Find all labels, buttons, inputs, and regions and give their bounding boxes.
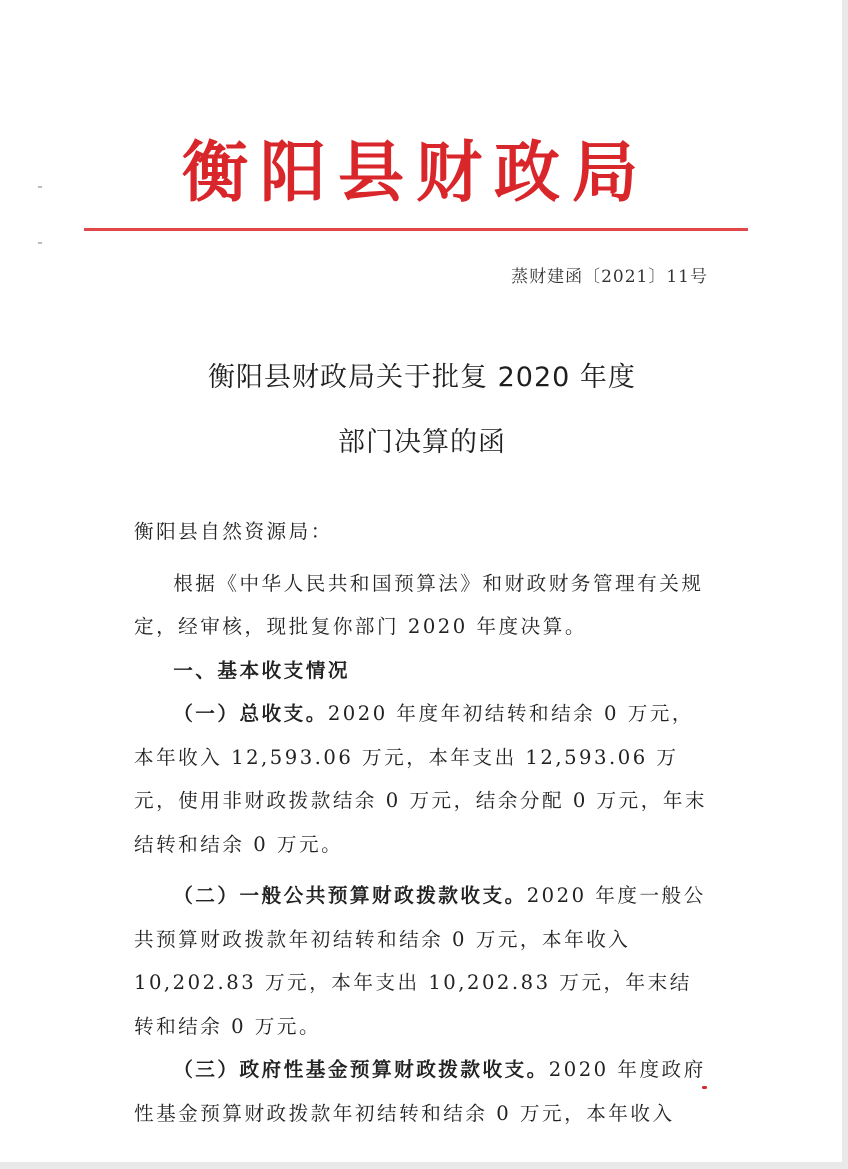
item-text: 2020 年度一般公共预算财政拨款年初结转和结余 0 万元，本年收入 10,202.83 万元，本年支出 10,202.83 万元，年末结转和结余 0 万元。 (134, 884, 706, 1038)
scan-mark (38, 186, 42, 188)
document-title-line-2: 部门决算的函 (338, 427, 506, 458)
item-text: 2020 年度政府性基金预算财政拨款年初结转和结余 0 万元，本年收入 (134, 1058, 706, 1125)
paragraph-general-budget (134, 874, 710, 1048)
paragraph-total-income-expense (134, 692, 710, 866)
document-body (134, 510, 710, 1135)
section-heading: 一、基本收支情况 (173, 658, 350, 682)
intro-paragraph: 根据《中华人民共和国预算法》和财政财务管理有关规定，经审核，现批复你部门 2020 年度决算。 (134, 571, 704, 638)
letterhead-title: 衡阳县财政局 (182, 133, 650, 211)
red-ink-mark (702, 1086, 707, 1089)
document-title-line-1: 衡阳县财政局关于批复 2020 年度 (208, 362, 636, 393)
document-number: 蒸财建函〔2021〕11号 (511, 267, 708, 287)
scan-mark (38, 242, 42, 244)
salutation: 衡阳县自然资源局： (134, 520, 333, 543)
letterhead-red-rule (84, 228, 748, 231)
item-label: （二）一般公共预算财政拨款收支。 (173, 884, 527, 907)
item-text: 2020 年度年初结转和结余 0 万元，本年收入 12,593.06 万元，本年支出 12,593.06 万元，使用非财政拨款结余 0 万元，结余分配 0 万元，年末结转和结余 0 万元。 (134, 702, 708, 856)
paragraph-government-fund (134, 1048, 710, 1135)
item-label: （一）总收支。 (173, 702, 328, 725)
item-label: （三）政府性基金预算财政拨款收支。 (173, 1058, 549, 1081)
